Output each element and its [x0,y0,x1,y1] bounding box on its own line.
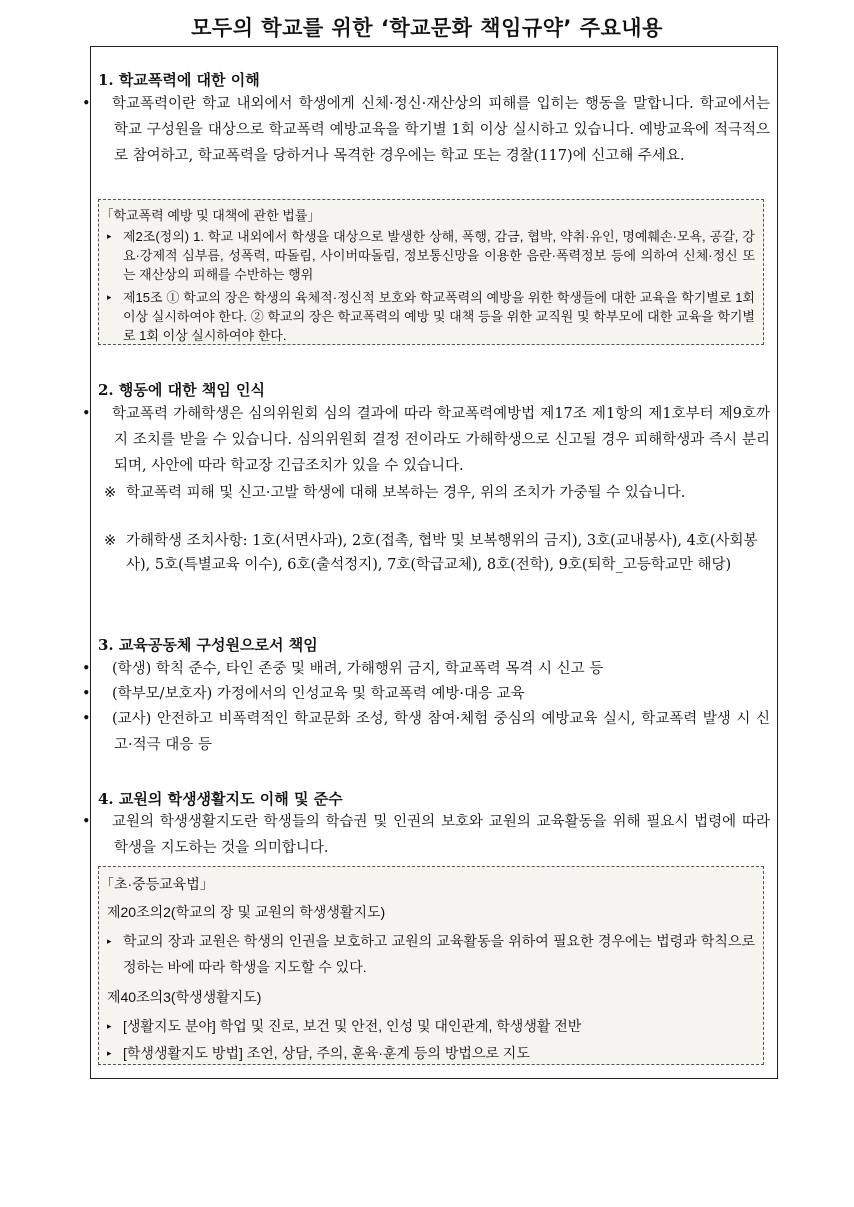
law-box-1-title: ｢학교폭력 예방 및 대책에 관한 법률｣ [107,208,314,223]
section-4-bullet: • 교원의 학생생활지도란 학생들의 학습권 및 인권의 보호와 교원의 교육활동을 위해 필요시 법령에 따라 학생을 지도하는 것을 의미합니다. [98,809,770,861]
triangle-bullet-icon: ▸ [107,1048,112,1058]
section-3-heading: 3. 교육공동체 구성원으로서 책임 [98,636,318,654]
bullet-mark: • [82,661,91,677]
bullet-mark: • [82,96,91,112]
law-box-1 [98,199,764,345]
law-box-2-item: ▸ 학교의 장과 교원은 학생의 인권을 보호하고 교원의 교육활동을 위하여 필요한 경우에는 법령과 학칙으로 정하는 바에 따라 학생을 지도할 수 있다. [107,928,755,980]
section-4-heading: 4. 교원의 학생생활지도 이해 및 준수 [98,790,343,808]
section-2-heading: 2. 행동에 대한 책임 인식 [98,381,265,399]
triangle-bullet-icon: ▸ [107,231,112,241]
section-3-bullet: • (교사) 안전하고 비폭력적인 학교문화 조성, 학생 참여·체험 중심의 예방교육 실시, 학교폭력 발생 시 신고·적극 대응 등 [98,706,770,758]
section-2-bullet: • 학교폭력 가해학생은 심의위원회 심의 결과에 따라 학교폭력예방법 제17조 제1항의 제1호부터 제9호까지 조치를 받을 수 있습니다. 심의위원회 결정 전이라도 가해학생으로 신고될 경우 피해학생과 즉시 분리되며, 사안에 따라 학교장 긴급조치가 있을 수 있습니다. [98,401,770,479]
note-mark: ※ [104,485,117,501]
law-box-1-item: ▸ 제2조(정의) 1. 학교 내외에서 학생을 대상으로 발생한 상해, 폭행, 감금, 협박, 약취·유인, 명예훼손·모욕, 공갈, 강요·강제적 심부름, 성폭력, 따돌림, 사이버따돌림, 정보통신망을 이용한 음란·폭력정보 등에 의하여 신체·정신 또는 재산상의 피해를 수반하는 행위 [107,229,755,282]
law-box-1-item: ▸ 제15조 ① 학교의 장은 학생의 육체적·정신적 보호와 학교폭력의 예방을 위한 학생들에 대한 교육을 학기별로 1회 이상 실시하여야 한다. ② 학교의 장은 학교폭력의 예방 및 대책 등을 위한 교직원 및 학부모에 대한 교육을 학기별로 1회 이상 실시하여야 한다. [107,290,755,343]
law-box-2-item: ▸ [학생생활지도 방법] 조언, 상담, 주의, 훈육·훈계 등의 방법으로 지도 [107,1040,755,1066]
law-box-2-item: ▸ [생활지도 분야] 학업 및 진로, 보건 및 안전, 인성 및 대인관계, 학생생활 전반 [107,1013,755,1039]
section-2-note: ※ 가해학생 조치사항: 1호(서면사과), 2호(접촉, 협박 및 보복행위의 금지), 3호(교내봉사), 4호(사회봉사), 5호(특별교육 이수), 6호(출석정지), 7호(학급교체), 8호(전학), 9호(퇴학_고등학교만 해당) [104,529,770,577]
section-1-bullet: • 학교폭력이란 학교 내외에서 학생에게 신체·정신·재산상의 피해를 입히는 행동을 말합니다. 학교에서는 학교 구성원을 대상으로 학교폭력 예방교육을 학기별 1회 이상 실시하고 있습니다. 예방교육에 적극적으로 참여하고, 학교폭력을 당하거나 목격한 경우에는 학교 또는 경찰(117)에 신고해 주세요. [98,91,770,169]
triangle-bullet-icon: ▸ [107,1021,112,1031]
section-3-bullet: • (학생) 학칙 준수, 타인 존중 및 배려, 가해행위 금지, 학교폭력 목격 시 신고 등 [98,656,770,682]
section-3-bullet: • (학부모/보호자) 가정에서의 인성교육 및 학교폭력 예방·대응 교육 [98,681,770,707]
section-1-heading: 1. 학교폭력에 대한 이해 [98,71,260,89]
page-title: 모두의 학교를 위한 ‘학교문화 책임규약’ 주요내용 [191,16,663,40]
note-mark: ※ [104,533,117,549]
bullet-mark: • [82,711,91,727]
section-2-note: ※ 학교폭력 피해 및 신고·고발 학생에 대해 보복하는 경우, 위의 조치가 가중될 수 있습니다. [104,481,770,505]
triangle-bullet-icon: ▸ [107,292,112,302]
triangle-bullet-icon: ▸ [107,936,112,946]
bullet-mark: • [82,406,91,422]
law-box-2 [98,866,764,1065]
law-box-2-article: 제40조의3(학생생활지도) [107,989,262,1005]
bullet-mark: • [82,686,91,702]
law-box-2-title: ｢초·중등교육법｣ [107,876,207,892]
law-box-2-article: 제20조의2(학교의 장 및 교원의 학생생활지도) [107,904,386,920]
bullet-mark: • [82,814,91,830]
